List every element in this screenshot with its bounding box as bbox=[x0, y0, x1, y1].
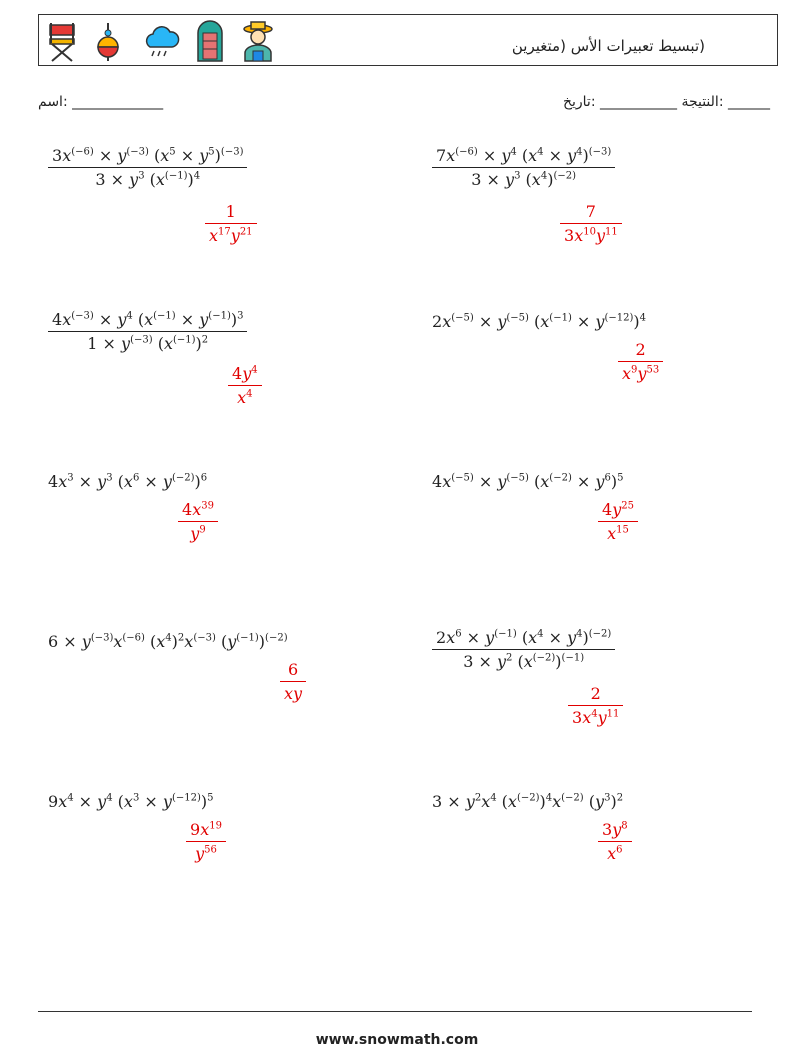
answer-10: $\frac{3y^8}{x^6}$ bbox=[598, 820, 632, 863]
answer-4: $\frac{2}{x^9y^{53}}$ bbox=[618, 340, 663, 383]
problem-6-expression: $4x^{(-5)} \times y^{(-5)}$ $(x^{(-2)} \times y^6)^5$ bbox=[432, 472, 624, 491]
director-chair-icon bbox=[45, 19, 79, 63]
problem-4-expression: $2x^{(-5)} \times y^{(-5)}$ $(x^{(-1)} \times y^{(-12)})^4$ bbox=[432, 312, 646, 331]
problem-5 bbox=[48, 472, 207, 491]
footer-divider bbox=[38, 1011, 752, 1012]
problem-5-expression: $4x^3 \times y^3$ $(x^6 \times y^{(-2)})^6$ bbox=[48, 472, 208, 491]
problem-10 bbox=[432, 792, 623, 811]
problem-3-expression: $\frac{4x^{(-3)} \times y^4 (x^{(-1)} \times y^{(-1)})^3}{1 \times y^{(-3)} (x^{(-1)})^2}$ bbox=[48, 310, 247, 353]
problem-6 bbox=[432, 472, 623, 491]
header-icons bbox=[45, 19, 277, 63]
answer-5: $\frac{4x^{39}}{y^9}$ bbox=[178, 500, 218, 543]
fishing-float-icon bbox=[91, 19, 125, 63]
answer-2: $\frac{7}{3x^{10}y^{11}}$ bbox=[560, 202, 622, 245]
problem-10-expression: $3 \times y^2x^4$ $(x^{(-2)})^4x^{(-2)}$ $(y^3)^2$ bbox=[432, 792, 624, 811]
problem-3 bbox=[48, 310, 247, 353]
problem-7 bbox=[48, 632, 288, 651]
footer-website: www.snowmath.com bbox=[315, 1032, 479, 1048]
worksheet-title: (تبسيط تعبيرات الأس (متغيرين bbox=[511, 37, 705, 55]
answer-3: $\frac{4y^4}{x^4}$ bbox=[228, 364, 262, 407]
answer-9: $\frac{9x^{19}}{y^{56}}$ bbox=[186, 820, 226, 863]
answer-7: $\frac{6}{xy}$ bbox=[280, 660, 306, 703]
problem-9-expression: $9x^4 \times y^4$ $(x^3 \times y^{(-12)})^5$ bbox=[48, 792, 214, 811]
problem-8 bbox=[432, 628, 615, 671]
problem-7-expression: $6 \times y^{(-3)}x^{(-6)}$ $(x^4)^2x^{(-3)}$ $(y^{(-1)})^{(-2)}$ bbox=[48, 632, 288, 651]
problem-8-expression: $\frac{2x^6 \times y^{(-1)} (x^4 \times y^4)^{(-2)}}{3 \times y^2 (x^{(-2)})^{(-1)}}$ bbox=[432, 628, 615, 671]
farmer-icon bbox=[239, 19, 277, 63]
worksheet-header bbox=[38, 14, 778, 66]
answer-6: $\frac{4y^{25}}{x^{15}}$ bbox=[598, 500, 638, 543]
problem-2-expression: $\frac{7x^{(-6)} \times y^4 (x^4 \times y^4)^{(-3)}}{3 \times y^3 (x^4)^{(-2)}}$ bbox=[432, 146, 615, 189]
rain-cloud-icon bbox=[137, 19, 181, 63]
problem-1 bbox=[48, 146, 247, 189]
inflatable-boat-icon bbox=[193, 19, 227, 63]
problem-2 bbox=[432, 146, 615, 189]
answer-1: $\frac{1}{x^{17}y^{21}}$ bbox=[205, 202, 257, 245]
problem-9 bbox=[48, 792, 213, 811]
date-score-field: النتيجة ___________ :تاريخ: ______ bbox=[562, 94, 770, 110]
name-field: اسم: _____________ bbox=[38, 94, 164, 110]
answer-8: $\frac{2}{3x^4y^{11}}$ bbox=[568, 684, 623, 727]
problem-4 bbox=[432, 312, 646, 331]
problem-1-expression: $\frac{3x^{(-6)} \times y^{(-3)} (x^5 \times y^5)^{(-3)}}{3 \times y^3 (x^{(-1)})^4}$ bbox=[48, 146, 247, 189]
